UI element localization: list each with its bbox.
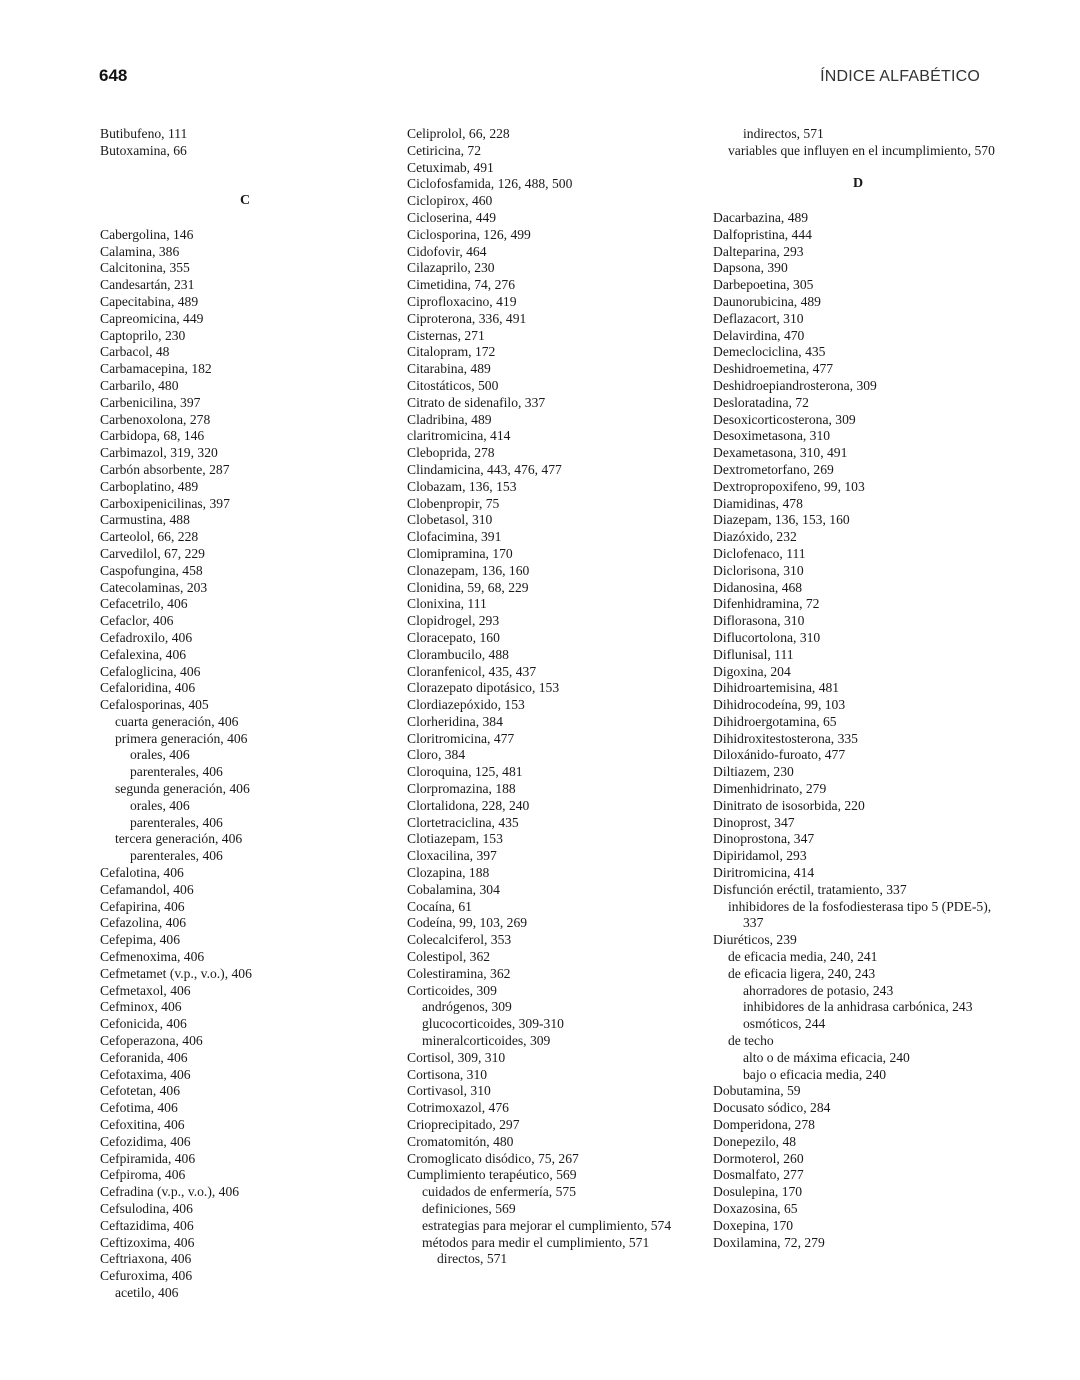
index-entry: Doxepina, 170 (713, 1217, 794, 1233)
index-entry: Cefpiroma, 406 (100, 1167, 186, 1183)
index-entry: Cefonicida, 406 (100, 1016, 187, 1032)
index-subentry: parenterales, 406 (130, 814, 223, 830)
index-subentry: de eficacia media, 240, 241 (728, 949, 878, 965)
index-entry: Cumplimiento terapéutico, 569 (407, 1167, 577, 1183)
index-entry: Donepezilo, 48 (713, 1133, 797, 1149)
index-entry: Citostáticos, 500 (407, 377, 499, 393)
index-entry: Cefmetamet (v.p., v.o.), 406 (100, 965, 252, 981)
index-entry: Ceftriaxona, 406 (100, 1251, 192, 1267)
index-entry: Cladribina, 489 (407, 411, 492, 427)
index-entry: Delavirdina, 470 (713, 327, 805, 343)
index-entry: Cefpiramida, 406 (100, 1150, 196, 1166)
index-entry: Dipiridamol, 293 (713, 848, 807, 864)
index-entry: Diloxánido-furoato, 477 (713, 747, 846, 763)
index-subentry: acetilo, 406 (115, 1284, 179, 1300)
index-entry: Carbacol, 48 (100, 344, 170, 360)
index-entry: Cetiricina, 72 (407, 142, 481, 158)
index-entry: Butibufeno, 111 (100, 126, 188, 141)
index-entry: Caspofungina, 458 (100, 562, 203, 578)
index-entry: Cefradina (v.p., v.o.), 406 (100, 1184, 240, 1200)
index-entry: Cloro, 384 (407, 747, 466, 763)
index-entry: Colestipol, 362 (407, 949, 491, 965)
section-letter: C (239, 193, 251, 209)
index-entry: Cefotaxima, 406 (100, 1066, 191, 1082)
index-entry: Clobetasol, 310 (407, 512, 493, 528)
index-subentry: estrategias para mejorar el cumplimiento, 574 (422, 1217, 672, 1233)
index-entry: Cloroquina, 125, 481 (407, 764, 523, 780)
index-entry: Carbimazol, 319, 320 (100, 445, 218, 461)
index-subentry: de eficacia ligera, 240, 243 (728, 965, 876, 981)
index-entry: Catecolaminas, 203 (100, 579, 208, 595)
index-entry: Cefmenoxima, 406 (100, 949, 205, 965)
index-entry: Cisternas, 271 (407, 327, 485, 343)
index-entry: Butoxamina, 66 (100, 142, 187, 158)
index-entry: Cefaclor, 406 (100, 613, 174, 629)
index-entry: Desloratadina, 72 (713, 394, 809, 410)
index-entry: Diltiazem, 230 (713, 764, 794, 780)
index-entry: Ciclofosfamida, 126, 488, 500 (407, 176, 573, 192)
index-entry: Dobutamina, 59 (713, 1083, 801, 1099)
index-entry: Cromoglicato disódico, 75, 267 (407, 1150, 579, 1166)
index-entry: Dihidroartemisina, 481 (713, 680, 840, 696)
index-subentry: tercera generación, 406 (115, 831, 243, 847)
index-entry: Clopidrogel, 293 (407, 613, 500, 629)
index-entry: Daunorubicina, 489 (713, 293, 821, 309)
index-entry: Clorazepato dipotásico, 153 (407, 680, 560, 696)
index-entry: Cromatomitón, 480 (407, 1133, 514, 1149)
index-entry: Clorpromazina, 188 (407, 781, 516, 797)
index-subentry: ahorradores de potasio, 243 (743, 982, 894, 998)
index-entry: Cimetidina, 74, 276 (407, 277, 515, 293)
index-entry: claritromicina, 414 (407, 428, 511, 444)
index-entry: Carbenicilina, 397 (100, 394, 201, 410)
index-entry: Diazepam, 136, 153, 160 (713, 512, 850, 528)
index-entry: Clordiazepóxido, 153 (407, 697, 525, 713)
index-subentry: andrógenos, 309 (422, 999, 512, 1015)
index-entry: Cefaloglicina, 406 (100, 663, 201, 679)
index-entry: Dacarbazina, 489 (713, 209, 809, 225)
index-entry: Clotiazepam, 153 (407, 831, 503, 847)
index-subentry: primera generación, 406 (115, 730, 248, 746)
index-entry: Domperidona, 278 (713, 1117, 815, 1133)
index-entry: Cefacetrilo, 406 (100, 596, 188, 612)
index-subentry: orales, 406 (130, 797, 190, 813)
index-entry: Carbarilo, 480 (100, 377, 179, 393)
index-entry: Doxilamina, 72, 279 (713, 1234, 825, 1250)
index-entry: Clindamicina, 443, 476, 477 (407, 461, 562, 477)
index-entry: Cetuximab, 491 (407, 159, 494, 175)
index-subentry: directos, 571 (437, 1251, 508, 1267)
index-entry: Demeclociclina, 435 (713, 344, 826, 360)
index-entry: Dalfopristina, 444 (713, 226, 812, 242)
index-entry: Clortalidona, 228, 240 (407, 797, 530, 813)
index-entry: Clonixina, 111 (407, 596, 487, 612)
index-entry: Capecitabina, 489 (100, 293, 199, 309)
index-entry: Dinoprost, 347 (713, 814, 795, 830)
index-entry: Doxazosina, 65 (713, 1201, 798, 1216)
index-entry: Dextropropoxifeno, 99, 103 (713, 478, 865, 494)
index-entry: Ciprofloxacino, 419 (407, 293, 517, 309)
index-entry: Diflorasona, 310 (713, 613, 805, 629)
index-subentry: indirectos, 571 (743, 126, 824, 141)
index-entry: Cefamandol, 406 (100, 881, 194, 897)
index-entry: Cortisona, 310 (407, 1066, 488, 1082)
index-entry: Cefapirina, 406 (100, 898, 185, 914)
index-entry: Docusato sódico, 284 (713, 1100, 831, 1116)
index-entry: Carteolol, 66, 228 (100, 529, 199, 545)
index-entry: Dormoterol, 260 (713, 1150, 804, 1166)
index-entry: Carbamacepina, 182 (100, 361, 212, 377)
index-entry: Cortivasol, 310 (407, 1083, 491, 1099)
index-entry: Celiprolol, 66, 228 (407, 126, 510, 141)
index-entry: Clomipramina, 170 (407, 545, 513, 561)
running-head: ÍNDICE ALFABÉTICO (820, 68, 980, 85)
index-entry: Cefoperazona, 406 (100, 1033, 203, 1049)
index-entry: Ciclosporina, 126, 499 (407, 226, 531, 242)
index-entry: Dimenhidrinato, 279 (713, 781, 827, 797)
index-entry: Dihidrocodeína, 99, 103 (713, 697, 846, 713)
index-entry: Desoximetasona, 310 (713, 428, 831, 444)
index-entry: Cefalexina, 406 (100, 646, 187, 662)
index-subentry: parenterales, 406 (130, 764, 223, 780)
index-entry: Deshidroepiandrosterona, 309 (713, 377, 877, 393)
index-entry: Cefuroxima, 406 (100, 1268, 193, 1284)
index-entry: Carbidopa, 68, 146 (100, 428, 205, 444)
index-subentry: inhibidores de la fosfodiesterasa tipo 5 (PDE-5), 337 (728, 898, 992, 931)
index-entry: Citalopram, 172 (407, 344, 496, 360)
index-entry: Ceftazidima, 406 (100, 1217, 194, 1233)
index-entry: Cleboprida, 278 (407, 445, 495, 461)
index-entry: Ceforanida, 406 (100, 1049, 188, 1065)
index-entry: Dextrometorfano, 269 (713, 461, 834, 477)
index-entry: Cidofovir, 464 (407, 243, 487, 259)
index-entry: Ciclopirox, 460 (407, 193, 493, 209)
index-entry: Dihidroergotamina, 65 (713, 713, 837, 729)
index-entry: Diuréticos, 239 (713, 932, 797, 948)
index-entry: Dinoprostona, 347 (713, 831, 815, 847)
index-subentry: cuidados de enfermería, 575 (422, 1184, 576, 1200)
index-entry: Dosulepina, 170 (713, 1184, 803, 1200)
index-entry: Cefoxitina, 406 (100, 1117, 185, 1133)
index-entry: Dexametasona, 310, 491 (713, 445, 848, 461)
index-entry: Didanosina, 468 (713, 579, 803, 595)
index-entry: Cefazolina, 406 (100, 915, 187, 931)
index-entry: Clozapina, 188 (407, 865, 490, 881)
index-subentry: parenterales, 406 (130, 848, 223, 864)
index-subentry: segunda generación, 406 (115, 781, 250, 797)
index-entry: Clonazepam, 136, 160 (407, 562, 530, 578)
index-entry: Crioprecipitado, 297 (407, 1117, 520, 1133)
index-entry: Deflazacort, 310 (713, 310, 804, 326)
index-entry: Cefalotina, 406 (100, 865, 184, 881)
index-entry: Cotrimoxazol, 476 (407, 1100, 509, 1116)
index-entry: Desoxicorticosterona, 309 (713, 411, 856, 427)
index-entry: Cefotetan, 406 (100, 1083, 181, 1099)
index-entry: Cicloserina, 449 (407, 209, 497, 225)
index-entry: Diamidinas, 478 (713, 495, 803, 511)
index-entry: Cilazaprilo, 230 (407, 260, 495, 276)
index-entry: Clorheridina, 384 (407, 713, 503, 729)
index-subentry: de techo (728, 1033, 774, 1049)
index-entry: Diazóxido, 232 (713, 529, 797, 545)
index-entry: Citarabina, 489 (407, 361, 491, 377)
index-entry: Clobazam, 136, 153 (407, 478, 517, 494)
index-entry: Diflunisal, 111 (713, 646, 794, 662)
index-entry: Corticoides, 309 (407, 982, 497, 998)
index-entry: Carboplatino, 489 (100, 478, 199, 494)
index-entry: Cefsulodina, 406 (100, 1201, 193, 1216)
index-subentry: alto o de máxima eficacia, 240 (743, 1049, 910, 1065)
index-entry: Diclorisona, 310 (713, 562, 804, 578)
index-entry: Clofacimina, 391 (407, 529, 502, 545)
index-entry: Clonidina, 59, 68, 229 (407, 579, 529, 595)
index-column-1 (100, 126, 390, 1302)
index-entry: Cloritromicina, 477 (407, 730, 515, 746)
index-entry: Cloxacilina, 397 (407, 848, 497, 864)
index-entry: Dihidroxitestosterona, 335 (713, 730, 858, 746)
index-entry: Dapsona, 390 (713, 260, 788, 276)
index-entry: Diritromicina, 414 (713, 865, 815, 881)
index-entry: Codeína, 99, 103, 269 (407, 915, 528, 931)
index-entry: Cefaloridina, 406 (100, 680, 196, 696)
index-subentry: bajo o eficacia media, 240 (743, 1066, 887, 1082)
index-entry: Dosmalfato, 277 (713, 1167, 804, 1183)
index-entry: Cefadroxilo, 406 (100, 629, 193, 645)
index-entry: Carbenoxolona, 278 (100, 411, 211, 427)
index-column-2 (407, 126, 697, 1268)
index-entry: Cabergolina, 146 (100, 226, 194, 242)
index-entry: Digoxina, 204 (713, 663, 791, 679)
index-subentry: inhibidores de la anhidrasa carbónica, 243 (743, 999, 973, 1015)
index-entry: Captoprilo, 230 (100, 327, 186, 343)
index-entry: Cefminox, 406 (100, 999, 182, 1015)
spacer (100, 176, 390, 193)
spacer (100, 160, 390, 177)
index-entry: Cortisol, 309, 310 (407, 1049, 506, 1065)
index-entry: Diclofenaco, 111 (713, 545, 806, 561)
section-letter: D (852, 176, 864, 192)
index-entry: Deshidroemetina, 477 (713, 361, 834, 377)
index-entry: Cefalosporinas, 405 (100, 697, 209, 713)
index-entry: Clorambucilo, 488 (407, 646, 509, 662)
index-subentry: mineralcorticoides, 309 (422, 1033, 551, 1049)
index-subentry: cuarta generación, 406 (115, 713, 239, 729)
index-entry: Calcitonina, 355 (100, 260, 190, 276)
index-subentry: métodos para medir el cumplimiento, 571 (422, 1234, 650, 1250)
index-entry: Diflucortolona, 310 (713, 629, 821, 645)
page-number: 648 (99, 66, 128, 85)
index-entry: Capreomicina, 449 (100, 310, 204, 326)
index-entry: Cefepima, 406 (100, 932, 181, 948)
index-subentry: orales, 406 (130, 747, 190, 763)
index-entry: Cloracepato, 160 (407, 629, 500, 645)
index-entry: Dinitrato de isosorbida, 220 (713, 797, 865, 813)
index-entry: Citrato de sidenafilo, 337 (407, 394, 546, 410)
index-subentry: definiciones, 569 (422, 1201, 516, 1216)
index-entry: Cocaína, 61 (407, 898, 472, 914)
index-entry: Cobalamina, 304 (407, 881, 500, 897)
index-entry: Disfunción eréctil, tratamiento, 337 (713, 881, 907, 897)
index-entry: Cefmetaxol, 406 (100, 982, 191, 998)
index-entry: Candesartán, 231 (100, 277, 195, 293)
index-column-3 (713, 126, 1003, 1251)
spacer (713, 160, 1003, 177)
spacer (100, 210, 390, 227)
index-entry: Ciproterona, 336, 491 (407, 310, 527, 326)
index-entry: Clobenpropir, 75 (407, 495, 500, 511)
index-subentry: variables que influyen en el incumplimiento, 570 (728, 142, 995, 158)
index-subentry: osmóticos, 244 (743, 1016, 826, 1032)
index-entry: Carvedilol, 67, 229 (100, 545, 205, 561)
index-entry: Cloranfenicol, 435, 437 (407, 663, 537, 679)
index-entry: Carmustina, 488 (100, 512, 190, 528)
index-subentry: glucocorticoides, 309-310 (422, 1016, 564, 1032)
index-entry: Carboxipenicilinas, 397 (100, 495, 230, 511)
index-entry: Difenhidramina, 72 (713, 596, 820, 612)
index-entry: Darbepoetina, 305 (713, 277, 814, 293)
spacer (713, 193, 1003, 210)
index-entry: Colestiramina, 362 (407, 965, 511, 981)
index-entry: Calamina, 386 (100, 243, 180, 259)
index-entry: Clortetraciclina, 435 (407, 814, 519, 830)
index-entry: Cefozidima, 406 (100, 1133, 191, 1149)
index-entry: Colecalciferol, 353 (407, 932, 512, 948)
index-entry: Carbón absorbente, 287 (100, 461, 230, 477)
index-entry: Dalteparina, 293 (713, 243, 804, 259)
index-entry: Cefotima, 406 (100, 1100, 178, 1116)
index-entry: Ceftizoxima, 406 (100, 1234, 195, 1250)
